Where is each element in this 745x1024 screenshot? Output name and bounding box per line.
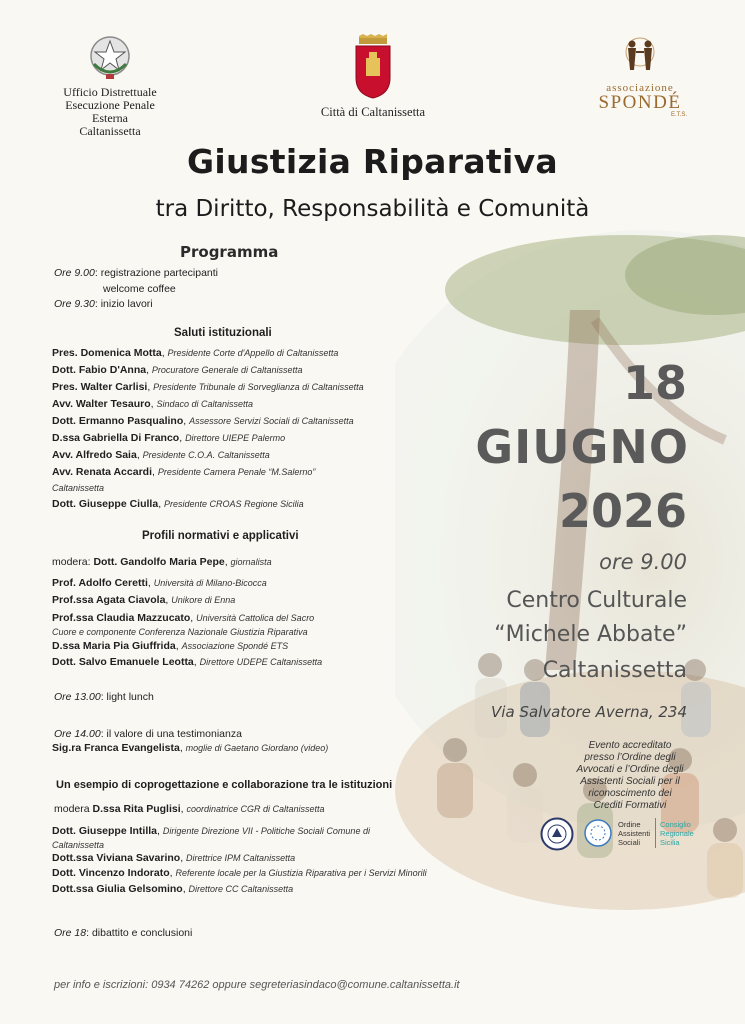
- program-intro-1: Ore 9.00: registrazione partecipanti: [54, 267, 219, 279]
- left-logo-line1: Ufficio Distrettuale: [63, 85, 157, 99]
- list-item: Dott. Ermanno Pasqualino, Assessore Servizi Sociali di Caltanissetta: [52, 415, 354, 427]
- list-item: Dott. Giuseppe Intilla, Dirigente Direzione VII - Politiche Sociali Comune di: [52, 825, 370, 837]
- avvocati-seal-icon: [540, 817, 574, 851]
- sponde-name: SPONDÉ: [598, 92, 682, 113]
- list-item: Dott. Salvo Emanuele Leotta, Direttore UDEPE Caltanissetta: [52, 656, 323, 668]
- city-coat-of-arms-icon: [353, 34, 393, 100]
- list-item: Dott. Giuseppe Ciulla, Presidente CROAS Regione Sicilia: [52, 498, 304, 510]
- page-subtitle: tra Diritto, Responsabilità e Comunità: [155, 196, 590, 222]
- center-logo: [300, 34, 446, 119]
- consiglio-regionale-label: Consiglio Regionale Sicilia: [660, 820, 694, 847]
- right-logo: [585, 36, 695, 118]
- list-item: D.ssa Maria Pia Giuffrida, Associazione Spondé ETS: [52, 640, 289, 652]
- closing-line: Ore 18: dibattito e conclusioni: [54, 927, 193, 939]
- profili-moderator: modera: Dott. Gandolfo Maria Pepe, giornalista: [52, 556, 272, 568]
- list-item: Caltanissetta: [52, 483, 105, 493]
- sponde-figures-icon: [614, 36, 666, 84]
- program-intro-2: welcome coffee: [103, 283, 176, 295]
- list-item: Dott.ssa Viviana Savarino, Direttrice IPM Caltanissetta: [52, 852, 296, 864]
- center-logo-caption: Città di Caltanissetta: [320, 105, 426, 119]
- list-item: Avv. Renata Accardi, Presidente Camera Penale “M.Salerno”: [52, 466, 316, 478]
- list-item: Avv. Alfredo Saia, Presidente C.O.A. Caltanissetta: [52, 449, 270, 461]
- venue-address: Via Salvatore Averna, 234: [491, 703, 687, 721]
- venue-line1: Centro Culturale: [506, 588, 687, 613]
- esempio-title: Un esempio di coprogettazione e collaborazione tra le istituzioni: [56, 779, 393, 791]
- sponde-prefix: associazione: [606, 82, 674, 94]
- italian-emblem-icon: [88, 34, 132, 82]
- program-intro-3: Ore 9.30: inizio lavori: [54, 298, 153, 310]
- event-day: 18: [622, 356, 687, 410]
- page-title: Giustizia Riparativa: [187, 142, 558, 181]
- assistenti-sociali-label: Ordine Assistenti Sociali: [618, 820, 651, 847]
- testimonianza-speaker: Sig.ra Franca Evangelista, moglie di Gaetano Giordano (video): [52, 742, 329, 754]
- lunch-line: Ore 13.00: light lunch: [54, 691, 154, 703]
- badge-divider: [655, 818, 656, 848]
- venue-line2: “Michele Abbate”: [494, 622, 687, 647]
- footer-contact: per info e iscrizioni: 0934 74262 oppure segreteriasindaco@comune.caltanissetta.it: [54, 979, 460, 991]
- list-item: Dott. Vincenzo Indorato, Referente locale per la Giustizia Riparativa per i Servizi Minorili: [52, 867, 427, 879]
- list-item: Prof.ssa Claudia Mazzucato, Università Cattolica del Sacro: [52, 612, 315, 624]
- event-year: 2026: [558, 484, 687, 538]
- esempio-moderator: modera D.ssa Rita Puglisi, coordinatrice CGR di Caltanissetta: [54, 803, 325, 815]
- profili-title: Profili normativi e applicativi: [142, 530, 299, 542]
- sponde-suffix: E.T.S.: [670, 112, 687, 118]
- left-logo-line3: Caltanissetta: [79, 124, 141, 138]
- list-item: Prof.ssa Agata Ciavola, Unikore di Enna: [52, 594, 236, 606]
- accreditation-note: Evento accreditato presso l’Ordine degli Avvocati e l’Ordine degli Assistenti Sociali per il riconoscimento dei Crediti Formativi: [576, 740, 684, 811]
- list-item: Caltanissetta: [52, 840, 105, 850]
- left-logo: [50, 34, 170, 138]
- list-item: Dott. Fabio D'Anna, Procuratore Generale di Caltanissetta: [52, 364, 303, 376]
- event-month: GIUGNO: [475, 420, 689, 474]
- saluti-title: Saluti istituzionali: [174, 327, 272, 339]
- program-heading: Programma: [180, 243, 279, 261]
- venue-city: Caltanissetta: [542, 658, 687, 683]
- list-item: Pres. Domenica Motta, Presidente Corte d'Appello di Caltanissetta: [52, 347, 339, 359]
- left-logo-line2: Esecuzione Penale Esterna: [65, 98, 155, 125]
- assistenti-sociali-logo-icon: [583, 818, 613, 848]
- list-item: Pres. Walter Carlisi, Presidente Tribunale di Sorveglianza di Caltanissetta: [52, 381, 364, 393]
- event-time: ore 9.00: [599, 550, 687, 574]
- list-item: D.ssa Gabriella Di Franco, Direttore UIEPE Palermo: [52, 432, 286, 444]
- testimonianza-line: Ore 14.00: il valore di una testimonianza: [54, 728, 242, 740]
- list-item: Avv. Walter Tesauro, Sindaco di Caltanissetta: [52, 398, 254, 410]
- list-item: Cuore e componente Conferenza Nazionale Giustizia Riparativa: [52, 627, 308, 637]
- list-item: Prof. Adolfo Ceretti, Università di Milano-Bicocca: [52, 577, 267, 589]
- list-item: Dott.ssa Giulia Gelsomino, Direttore CC Caltanissetta: [52, 883, 294, 895]
